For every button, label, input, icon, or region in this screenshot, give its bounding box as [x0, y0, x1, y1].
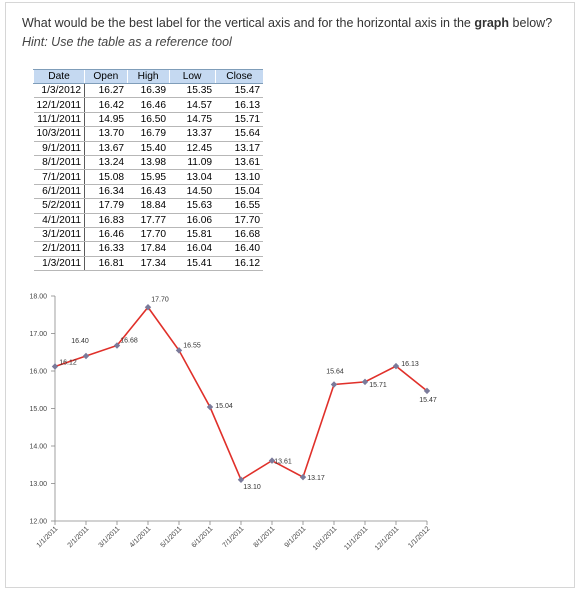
table-cell-open: 16.46	[85, 227, 128, 241]
data-point	[362, 379, 368, 385]
x-tick-label: 5/1/2011	[159, 525, 184, 550]
header-low: Low	[169, 70, 215, 84]
y-tick-label: 12.00	[29, 518, 47, 526]
table-cell-high: 16.50	[127, 112, 169, 126]
table-cell-open: 15.08	[85, 170, 128, 184]
question-text-end: below?	[509, 16, 553, 30]
x-tick-label: 2/1/2011	[66, 525, 91, 550]
table-cell-high: 16.46	[127, 98, 169, 112]
table-cell-low: 15.63	[169, 199, 215, 213]
table-cell-low: 15.41	[169, 256, 215, 270]
x-tick-label: 6/1/2011	[190, 525, 215, 550]
table-cell-close: 13.10	[215, 170, 263, 184]
table-cell-low: 13.04	[169, 170, 215, 184]
table-cell-high: 15.95	[127, 170, 169, 184]
data-label: 16.13	[401, 361, 419, 369]
table-cell-high: 15.40	[127, 141, 169, 155]
table-cell-low: 14.75	[169, 112, 215, 126]
table-cell-low: 14.50	[169, 184, 215, 198]
table-cell-date: 2/1/2011	[34, 242, 85, 256]
table-cell-date: 1/3/2012	[34, 84, 85, 98]
y-tick-label: 18.00	[29, 293, 47, 301]
table-cell-low: 15.35	[169, 84, 215, 98]
table-cell-date: 12/1/2011	[34, 98, 85, 112]
x-tick-label: 11/1/2011	[343, 525, 370, 552]
table-cell-open: 13.67	[85, 141, 128, 155]
data-label: 16.12	[59, 359, 77, 367]
x-tick-label: 1/1/2012	[407, 525, 432, 550]
hint-text: Hint: Use the table as a reference tool	[22, 35, 232, 49]
data-point	[207, 404, 213, 410]
table-cell-close: 16.68	[215, 227, 263, 241]
table-cell-date: 11/1/2011	[34, 112, 85, 126]
x-tick-label: 4/1/2011	[128, 525, 153, 550]
table-cell-low: 16.04	[169, 242, 215, 256]
data-label: 13.17	[307, 475, 325, 483]
table-cell-close: 15.71	[215, 112, 263, 126]
header-date: Date	[34, 70, 85, 84]
table-cell-close: 15.04	[215, 184, 263, 198]
table-cell-high: 17.84	[127, 242, 169, 256]
table-cell-high: 16.79	[127, 127, 169, 141]
table-cell-high: 13.98	[127, 155, 169, 169]
header-open: Open	[85, 70, 128, 84]
table-cell-open: 16.42	[85, 98, 128, 112]
table-cell-open: 16.33	[85, 242, 128, 256]
table-cell-date: 5/2/2011	[34, 199, 85, 213]
table-cell-low: 16.06	[169, 213, 215, 227]
table-cell-close: 16.40	[215, 242, 263, 256]
x-tick-label: 10/1/2011	[311, 525, 339, 553]
question-text-start: What would be the best label for the vertical axis and for the horizontal axis in the	[22, 16, 475, 30]
data-label: 13.61	[274, 458, 292, 466]
data-label: 13.10	[243, 483, 261, 491]
x-tick-label: 1/1/2011	[35, 525, 60, 550]
table-cell-close: 17.70	[215, 213, 263, 227]
table-cell-open: 13.24	[85, 155, 128, 169]
table-cell-close: 13.61	[215, 155, 263, 169]
table-cell-open: 14.95	[85, 112, 128, 126]
table-cell-open: 17.79	[85, 199, 128, 213]
question-text-bold: graph	[474, 16, 510, 30]
data-label: 16.40	[71, 338, 89, 345]
table-cell-date: 10/3/2011	[34, 127, 85, 141]
y-tick-label: 16.00	[29, 368, 47, 376]
header-close: Close	[215, 70, 263, 84]
x-tick-label: 7/1/2011	[221, 525, 246, 550]
data-label: 15.04	[215, 403, 233, 410]
table-cell-close: 16.13	[215, 98, 263, 112]
data-point	[83, 353, 89, 359]
table-cell-close: 13.17	[215, 141, 263, 155]
x-tick-label: 9/1/2011	[283, 525, 308, 550]
table-cell-open: 13.70	[85, 127, 128, 141]
table-cell-low: 13.37	[169, 127, 215, 141]
y-tick-label: 17.00	[29, 331, 47, 338]
table-cell-high: 17.70	[127, 227, 169, 241]
table-cell-date: 9/1/2011	[34, 141, 85, 155]
table-cell-low: 12.45	[169, 141, 215, 155]
table-cell-high: 16.43	[127, 184, 169, 198]
table-cell-date: 6/1/2011	[34, 184, 85, 198]
x-tick-label: 8/1/2011	[252, 525, 277, 550]
x-tick-label: 12/1/2011	[373, 525, 401, 553]
table-cell-high: 18.84	[127, 199, 169, 213]
data-label: 16.68	[120, 337, 138, 345]
table-cell-high: 17.77	[127, 213, 169, 227]
data-label: 15.71	[369, 381, 387, 389]
table-cell-close: 15.64	[215, 127, 263, 141]
table-cell-high: 16.39	[127, 84, 169, 98]
data-label: 17.70	[151, 296, 169, 304]
table-cell-open: 16.81	[85, 256, 128, 270]
data-point	[52, 363, 58, 369]
data-label: 15.64	[326, 368, 344, 376]
data-point	[331, 381, 337, 387]
table-cell-low: 14.57	[169, 98, 215, 112]
series-line	[55, 307, 427, 483]
data-point	[300, 474, 306, 480]
table-cell-close: 16.55	[215, 199, 263, 213]
data-label: 16.55	[183, 342, 201, 350]
table-cell-close: 15.47	[215, 84, 263, 98]
table-cell-low: 15.81	[169, 227, 215, 241]
data-label: 15.47	[419, 396, 437, 404]
table-cell-open: 16.27	[85, 84, 128, 98]
table-cell-date: 7/1/2011	[34, 170, 85, 184]
y-tick-label: 13.00	[29, 481, 47, 488]
table-cell-open: 16.83	[85, 213, 128, 227]
table-cell-date: 3/1/2011	[34, 227, 85, 241]
table-cell-open: 16.34	[85, 184, 128, 198]
header-high: High	[127, 70, 169, 84]
x-tick-label: 3/1/2011	[97, 525, 122, 550]
table-cell-date: 8/1/2011	[34, 155, 85, 169]
table-cell-date: 1/3/2011	[34, 256, 85, 270]
table-cell-high: 17.34	[127, 256, 169, 270]
table-cell-close: 16.12	[215, 256, 263, 270]
y-tick-label: 14.00	[29, 443, 47, 451]
table-cell-date: 4/1/2011	[34, 213, 85, 227]
y-tick-label: 15.00	[29, 406, 47, 413]
table-cell-low: 11.09	[169, 155, 215, 169]
